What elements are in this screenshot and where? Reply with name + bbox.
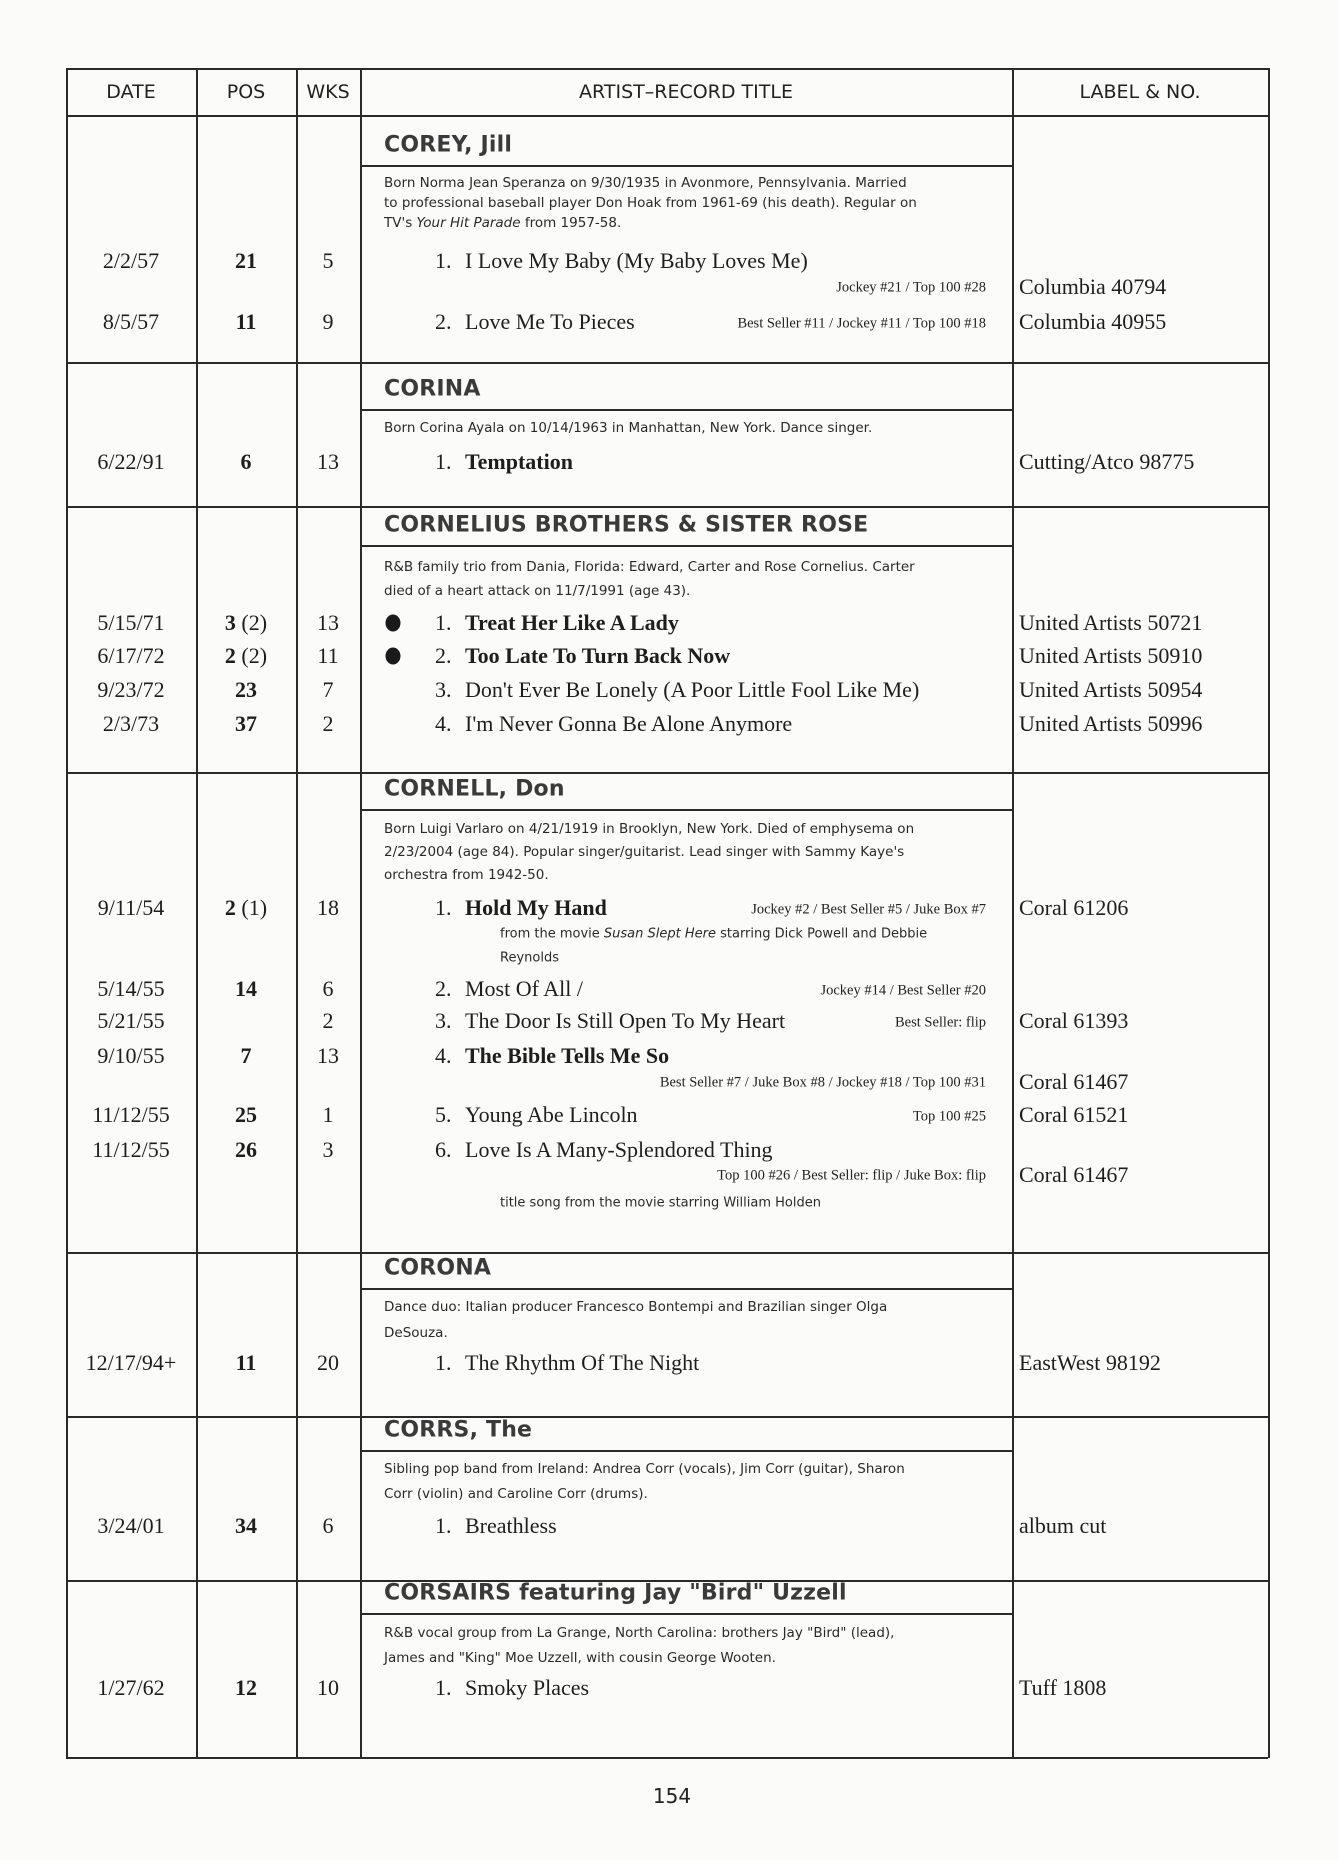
column-header-artist-record-title: ARTIST–RECORD TITLE <box>579 81 793 103</box>
section-divider <box>66 362 1268 364</box>
record-title: Don't Ever Be Lonely (A Poor Little Fool Like Me) <box>465 677 920 702</box>
table-top-border <box>66 68 1268 70</box>
record-title: Too Late To Turn Back Now <box>465 643 731 668</box>
artist-name-underline <box>360 409 1012 411</box>
record-peak-position: 21 <box>235 248 257 273</box>
record-label-number: Coral 61521 <box>1019 1102 1129 1127</box>
record-date: 2/2/57 <box>102 248 160 273</box>
record-comment: Reynolds <box>500 950 559 966</box>
record-number: 1. <box>435 1513 452 1538</box>
record-weeks: 2 <box>322 1008 334 1033</box>
record-peak-position: 11 <box>235 1350 257 1375</box>
column-header-wks: WKS <box>306 81 350 103</box>
record-date: 11/12/55 <box>92 1102 170 1127</box>
artist-bio-line: R&B family trio from Dania, Florida: Edward, Carter and Rose Cornelius. Carter <box>384 559 915 575</box>
artist-name-underline <box>360 165 1012 167</box>
gold-record-bullet-icon <box>386 615 401 632</box>
record-weeks: 13 <box>317 610 339 635</box>
artist-bio-line: Sibling pop band from Ireland: Andrea Corr (vocals), Jim Corr (guitar), Sharon <box>384 1461 905 1477</box>
record-title: Most Of All / <box>465 976 583 1001</box>
record-peak-position: 11 <box>235 309 257 334</box>
artist-name: CORNELIUS BROTHERS & SISTER ROSE <box>384 512 869 538</box>
artist-name: COREY, Jill <box>384 132 513 158</box>
record-title: Breathless <box>465 1513 557 1538</box>
record-label-number: United Artists 50910 <box>1019 643 1203 668</box>
section-divider <box>66 1252 1268 1254</box>
artist-name-underline <box>360 1450 1012 1452</box>
record-weeks: 6 <box>322 1513 334 1538</box>
record-weeks: 10 <box>317 1675 339 1700</box>
record-number: 2. <box>435 643 452 668</box>
record-title: Treat Her Like A Lady <box>465 610 679 635</box>
record-chart-positions: Best Seller: flip <box>894 1014 986 1031</box>
artist-bio-line: Born Corina Ayala on 10/14/1963 in Manhattan, New York. Dance singer. <box>384 420 873 436</box>
artist-bio-line: TV's Your Hit Parade from 1957-58. <box>384 215 622 231</box>
record-date: 12/17/94+ <box>85 1350 177 1375</box>
record-date: 9/23/72 <box>97 677 165 702</box>
record-weeks: 11 <box>317 643 339 668</box>
artist-bio-line: Dance duo: Italian producer Francesco Bontempi and Brazilian singer Olga <box>384 1299 888 1315</box>
record-weeks: 5 <box>322 248 334 273</box>
record-chart-positions: Best Seller #7 / Juke Box #8 / Jockey #18 / Top 100 #31 <box>659 1074 986 1091</box>
artist-name: CORRS, The <box>384 1417 533 1443</box>
record-peak-position: 3 (2) <box>224 610 268 635</box>
record-weeks: 13 <box>317 449 339 474</box>
record-date: 5/14/55 <box>97 976 165 1001</box>
record-date: 3/24/01 <box>97 1513 165 1538</box>
record-label-number: Coral 61206 <box>1019 895 1129 920</box>
artist-bio-line: R&B vocal group from La Grange, North Carolina: brothers Jay "Bird" (lead), <box>384 1625 895 1641</box>
record-number: 1. <box>435 1675 452 1700</box>
record-title: The Bible Tells Me So <box>465 1043 670 1068</box>
record-date: 2/3/73 <box>102 711 160 736</box>
record-weeks: 20 <box>317 1350 339 1375</box>
record-date: 5/15/71 <box>97 610 165 635</box>
record-label-number: EastWest 98192 <box>1019 1350 1161 1375</box>
record-weeks: 13 <box>317 1043 339 1068</box>
wks-title-divider <box>360 68 362 1758</box>
record-number: 1. <box>435 895 452 920</box>
record-title: Love Is A Many-Splendored Thing <box>465 1137 773 1162</box>
record-chart-positions: Top 100 #25 <box>912 1108 986 1125</box>
artist-bio-line: DeSouza. <box>384 1325 448 1341</box>
record-chart-positions: Best Seller #11 / Jockey #11 / Top 100 #18 <box>737 315 986 332</box>
artist-name-underline <box>360 545 1012 547</box>
section-divider <box>66 506 1268 508</box>
record-chart-positions: Top 100 #26 / Best Seller: flip / Juke Box: flip <box>717 1167 986 1184</box>
artist-name-underline <box>360 1288 1012 1290</box>
artist-bio-line: to professional baseball player Don Hoak from 1961-69 (his death). Regular on <box>384 195 917 211</box>
table-left-border <box>66 68 68 1758</box>
record-title: Temptation <box>465 449 573 474</box>
record-weeks: 1 <box>322 1102 334 1127</box>
record-number: 1. <box>435 248 452 273</box>
artist-name-underline <box>360 1613 1012 1615</box>
record-title: Smoky Places <box>465 1675 590 1700</box>
record-title: I Love My Baby (My Baby Loves Me) <box>465 248 808 273</box>
record-label-number: album cut <box>1019 1513 1107 1538</box>
record-number: 3. <box>435 677 452 702</box>
record-weeks: 3 <box>322 1137 334 1162</box>
gold-record-bullet-icon <box>386 648 401 665</box>
artist-bio-line: James and "King" Moe Uzzell, with cousin George Wooten. <box>384 1650 776 1666</box>
section-divider <box>66 1416 1268 1418</box>
title-label-divider <box>1012 68 1014 1758</box>
record-label-number: Coral 61393 <box>1019 1008 1129 1033</box>
artist-name: CORSAIRS featuring Jay "Bird" Uzzell <box>384 1580 847 1606</box>
artist-name: CORNELL, Don <box>384 776 565 802</box>
pos-wks-divider <box>296 68 298 1758</box>
record-number: 1. <box>435 1350 452 1375</box>
record-title: Young Abe Lincoln <box>465 1102 638 1127</box>
record-date: 6/17/72 <box>97 643 165 668</box>
table-right-border <box>1268 68 1270 1758</box>
record-peak-position: 23 <box>235 677 257 702</box>
page-number: 154 <box>652 1784 692 1808</box>
record-number: 4. <box>435 1043 452 1068</box>
record-title: The Rhythm Of The Night <box>465 1350 700 1375</box>
record-peak-position: 34 <box>235 1513 257 1538</box>
record-date: 5/21/55 <box>97 1008 165 1033</box>
record-label-number: Tuff 1808 <box>1019 1675 1107 1700</box>
record-title: Hold My Hand <box>465 895 607 920</box>
record-number: 1. <box>435 449 452 474</box>
record-weeks: 7 <box>322 677 334 702</box>
record-title: Love Me To Pieces <box>465 309 635 334</box>
record-date: 9/10/55 <box>97 1043 165 1068</box>
column-header-pos: POS <box>226 81 266 103</box>
record-weeks: 9 <box>322 309 334 334</box>
record-date: 11/12/55 <box>92 1137 170 1162</box>
column-header-date: DATE <box>106 81 156 103</box>
record-date: 6/22/91 <box>97 449 165 474</box>
record-label-number: Coral 61467 <box>1019 1162 1129 1187</box>
record-peak-position: 14 <box>235 976 257 1001</box>
section-divider <box>66 1757 1268 1759</box>
record-number: 3. <box>435 1008 452 1033</box>
record-date: 1/27/62 <box>97 1675 165 1700</box>
record-chart-positions: Jockey #14 / Best Seller #20 <box>820 982 986 999</box>
record-number: 6. <box>435 1137 452 1162</box>
record-peak-position: 25 <box>235 1102 257 1127</box>
record-number: 2. <box>435 309 452 334</box>
header-bottom-border <box>66 115 1268 117</box>
record-label-number: Coral 61467 <box>1019 1069 1129 1094</box>
record-weeks: 18 <box>317 895 339 920</box>
record-number: 2. <box>435 976 452 1001</box>
column-header-label-no: LABEL & NO. <box>1079 81 1201 103</box>
record-comment: from the movie Susan Slept Here starring Dick Powell and Debbie <box>500 926 928 942</box>
record-label-number: Columbia 40794 <box>1019 274 1167 299</box>
artist-name: CORINA <box>384 376 481 402</box>
record-chart-positions: Jockey #21 / Top 100 #28 <box>836 279 986 296</box>
artist-name-underline <box>360 809 1012 811</box>
record-peak-position: 26 <box>235 1137 257 1162</box>
artist-name: CORONA <box>384 1255 492 1281</box>
section-divider <box>66 772 1268 774</box>
record-date: 8/5/57 <box>102 309 160 334</box>
record-label-number: United Artists 50954 <box>1019 677 1203 702</box>
record-title: The Door Is Still Open To My Heart <box>465 1008 786 1033</box>
record-label-number: Cutting/Atco 98775 <box>1019 449 1195 474</box>
record-peak-position: 6 <box>240 449 252 474</box>
record-peak-position: 2 (2) <box>224 643 268 668</box>
record-label-number: Columbia 40955 <box>1019 309 1167 334</box>
date-pos-divider <box>196 68 198 1758</box>
record-peak-position: 2 (1) <box>224 895 268 920</box>
record-number: 4. <box>435 711 452 736</box>
artist-bio-line: died of a heart attack on 11/7/1991 (age 43). <box>384 583 691 599</box>
artist-bio-line: orchestra from 1942-50. <box>384 867 549 883</box>
artist-bio-line: 2/23/2004 (age 84). Popular singer/guitarist. Lead singer with Sammy Kaye's <box>384 844 905 860</box>
record-chart-positions: Jockey #2 / Best Seller #5 / Juke Box #7 <box>751 901 986 918</box>
artist-bio-line: Corr (violin) and Caroline Corr (drums). <box>384 1486 648 1502</box>
artist-bio-line: Born Norma Jean Speranza on 9/30/1935 in Avonmore, Pennsylvania. Married <box>384 175 907 191</box>
record-peak-position: 12 <box>235 1675 257 1700</box>
record-label-number: United Artists 50721 <box>1019 610 1203 635</box>
record-weeks: 2 <box>322 711 334 736</box>
record-title: I'm Never Gonna Be Alone Anymore <box>465 711 793 736</box>
record-number: 5. <box>435 1102 452 1127</box>
artist-bio-line: Born Luigi Varlaro on 4/21/1919 in Brooklyn, New York. Died of emphysema on <box>384 821 915 837</box>
record-number: 1. <box>435 610 452 635</box>
record-comment: title song from the movie starring William Holden <box>500 1195 821 1211</box>
record-label-number: United Artists 50996 <box>1019 711 1203 736</box>
record-peak-position: 37 <box>235 711 257 736</box>
record-weeks: 6 <box>322 976 334 1001</box>
record-peak-position: 7 <box>240 1043 252 1068</box>
record-date: 9/11/54 <box>97 895 165 920</box>
